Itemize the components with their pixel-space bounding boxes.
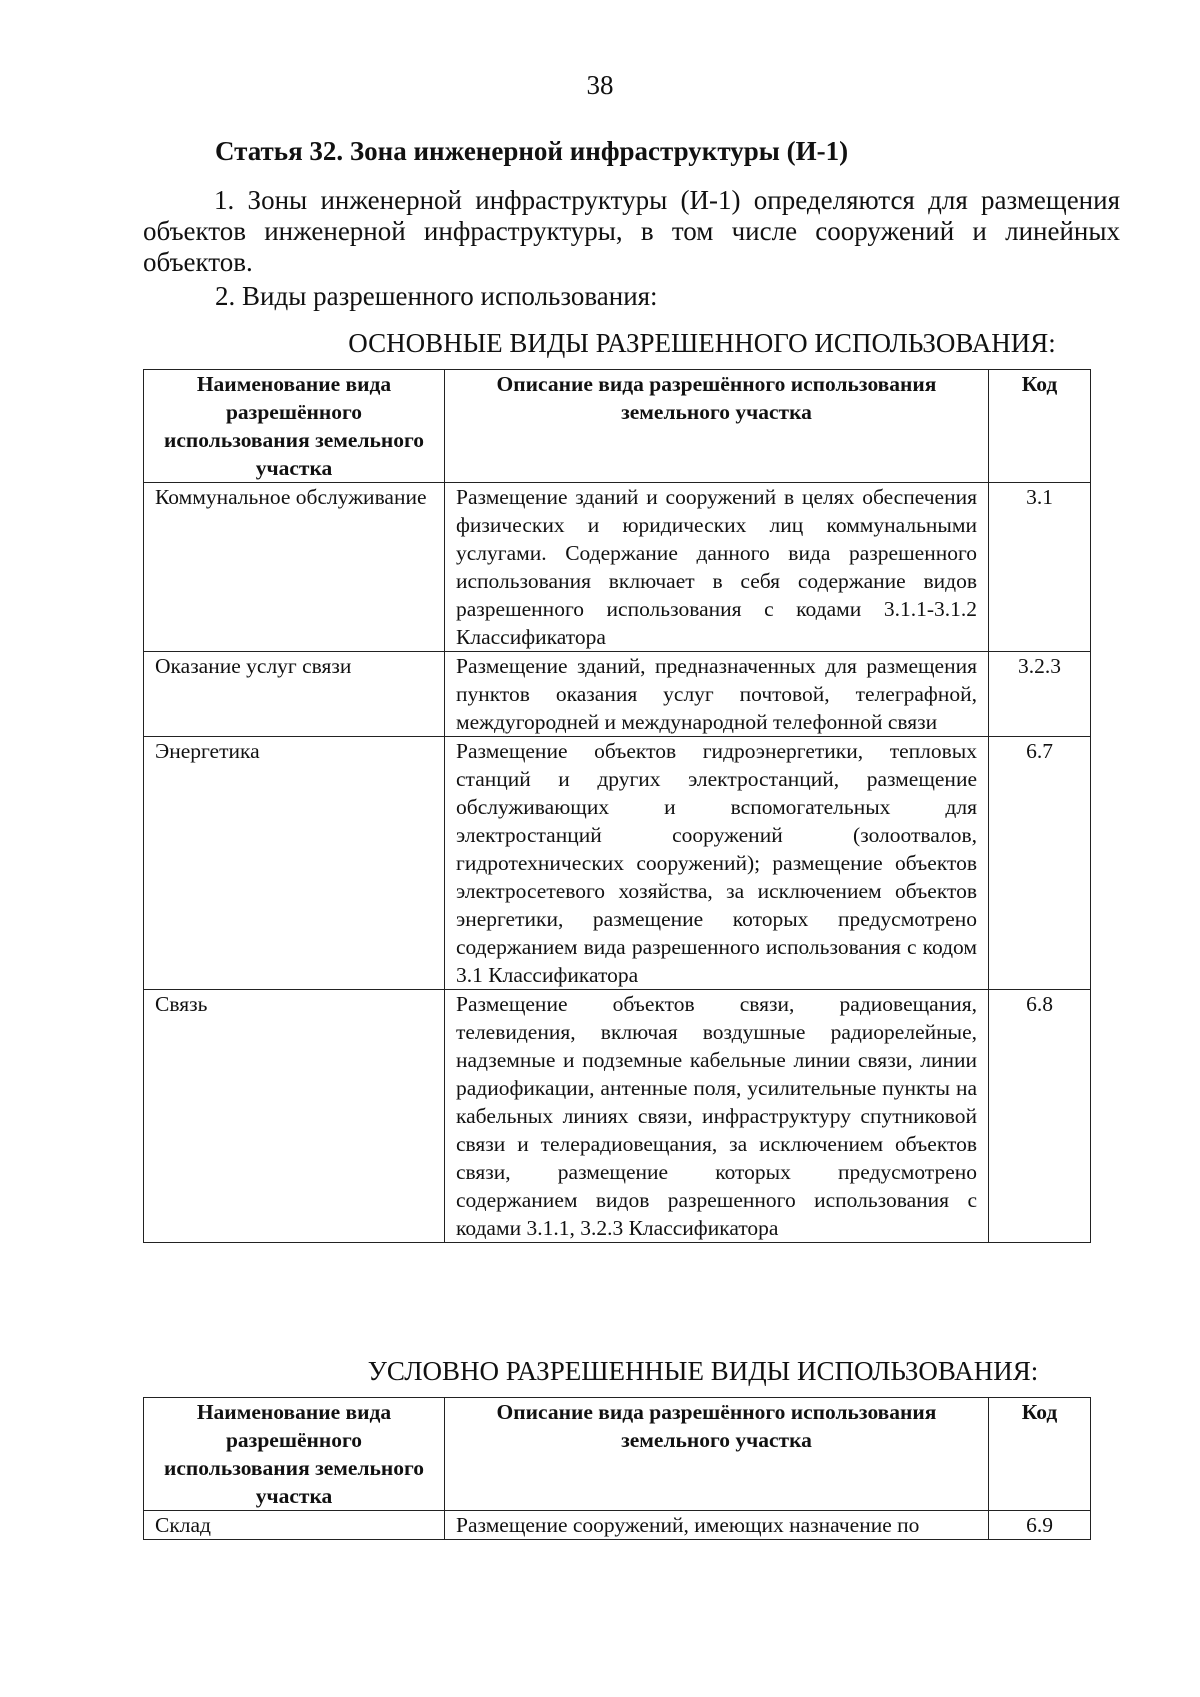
main-uses-heading: ОСНОВНЫЕ ВИДЫ РАЗРЕШЕННОГО ИСПОЛЬЗОВАНИЯ: [348, 328, 1056, 358]
table-row [144, 652, 1091, 737]
column-header-description: Описание вида разрешённого использования земельного участка [445, 1398, 989, 1511]
use-name: Связь [144, 990, 445, 1243]
use-description: Размещение зданий и сооружений в целях обеспечения физических и юридических лиц коммунальными услугами. Содержание данного вида разрешенного использования включает в себя содержание видов разрешенного использования с кодами 3.1.1-3.1.2 Классификатора [445, 483, 989, 652]
use-description: Размещение объектов гидроэнергетики, тепловых станций и других электростанций, размещение обслуживающих и вспомогательных для электростанций сооружений (золоотвалов, гидротехнических сооружений); размещение объектов электросетевого хозяйства, за исключением объектов энергетики, размещение которых предусмотрено содержанием вида разрешенного использования с кодом 3.1 Классификатора [445, 737, 989, 990]
column-header-code: Код [989, 370, 1091, 483]
table-row [144, 1511, 1091, 1540]
use-code: 3.2.3 [989, 652, 1091, 737]
use-code: 6.7 [989, 737, 1091, 990]
table-row [144, 737, 1091, 990]
use-code: 3.1 [989, 483, 1091, 652]
use-description: Размещение сооружений, имеющих назначение по [445, 1511, 989, 1540]
use-name: Коммунальное обслуживание [144, 483, 445, 652]
main-uses-table [143, 369, 1091, 1243]
column-header-description: Описание вида разрешённого использования земельного участка [445, 370, 989, 483]
use-name: Энергетика [144, 737, 445, 990]
use-name: Оказание услуг связи [144, 652, 445, 737]
table-row [144, 483, 1091, 652]
use-name: Склад [144, 1511, 445, 1540]
column-header-name: Наименование вида разрешённого использования земельного участка [144, 1398, 445, 1511]
column-header-name: Наименование вида разрешённого использования земельного участка [144, 370, 445, 483]
use-description: Размещение объектов связи, радиовещания, телевидения, включая воздушные радиорелейные, надземные и подземные кабельные линии связи, линии радиофикации, антенные поля, усилительные пункты на кабельных линиях связи, инфраструктуру спутниковой связи и телерадиовещания, за исключением объектов связи, размещение которых предусмотрено содержанием видов разрешенного использования с кодами 3.1.1, 3.2.3 Классификатора [445, 990, 989, 1243]
paragraph-1: 1. Зоны инженерной инфраструктуры (И-1) определяются для размещения объектов инженерной инфраструктуры, в том числе сооружений и линейных объектов. [143, 185, 1120, 277]
table-header-row [144, 1398, 1091, 1511]
page-number: 38 [586, 70, 614, 100]
paragraph-2: 2. Виды разрешенного использования: [215, 281, 658, 311]
table-header-row [144, 370, 1091, 483]
table-row [144, 990, 1091, 1243]
use-description: Размещение зданий, предназначенных для размещения пунктов оказания услуг почтовой, телеграфной, междугородней и международной телефонной связи [445, 652, 989, 737]
conditional-uses-table [143, 1397, 1091, 1540]
article-title: Статья 32. Зона инженерной инфраструктуры (И-1) [215, 136, 849, 166]
use-code: 6.9 [989, 1511, 1091, 1540]
conditional-uses-heading: УСЛОВНО РАЗРЕШЕННЫЕ ВИДЫ ИСПОЛЬЗОВАНИЯ: [367, 1356, 1039, 1386]
use-code: 6.8 [989, 990, 1091, 1243]
column-header-code: Код [989, 1398, 1091, 1511]
